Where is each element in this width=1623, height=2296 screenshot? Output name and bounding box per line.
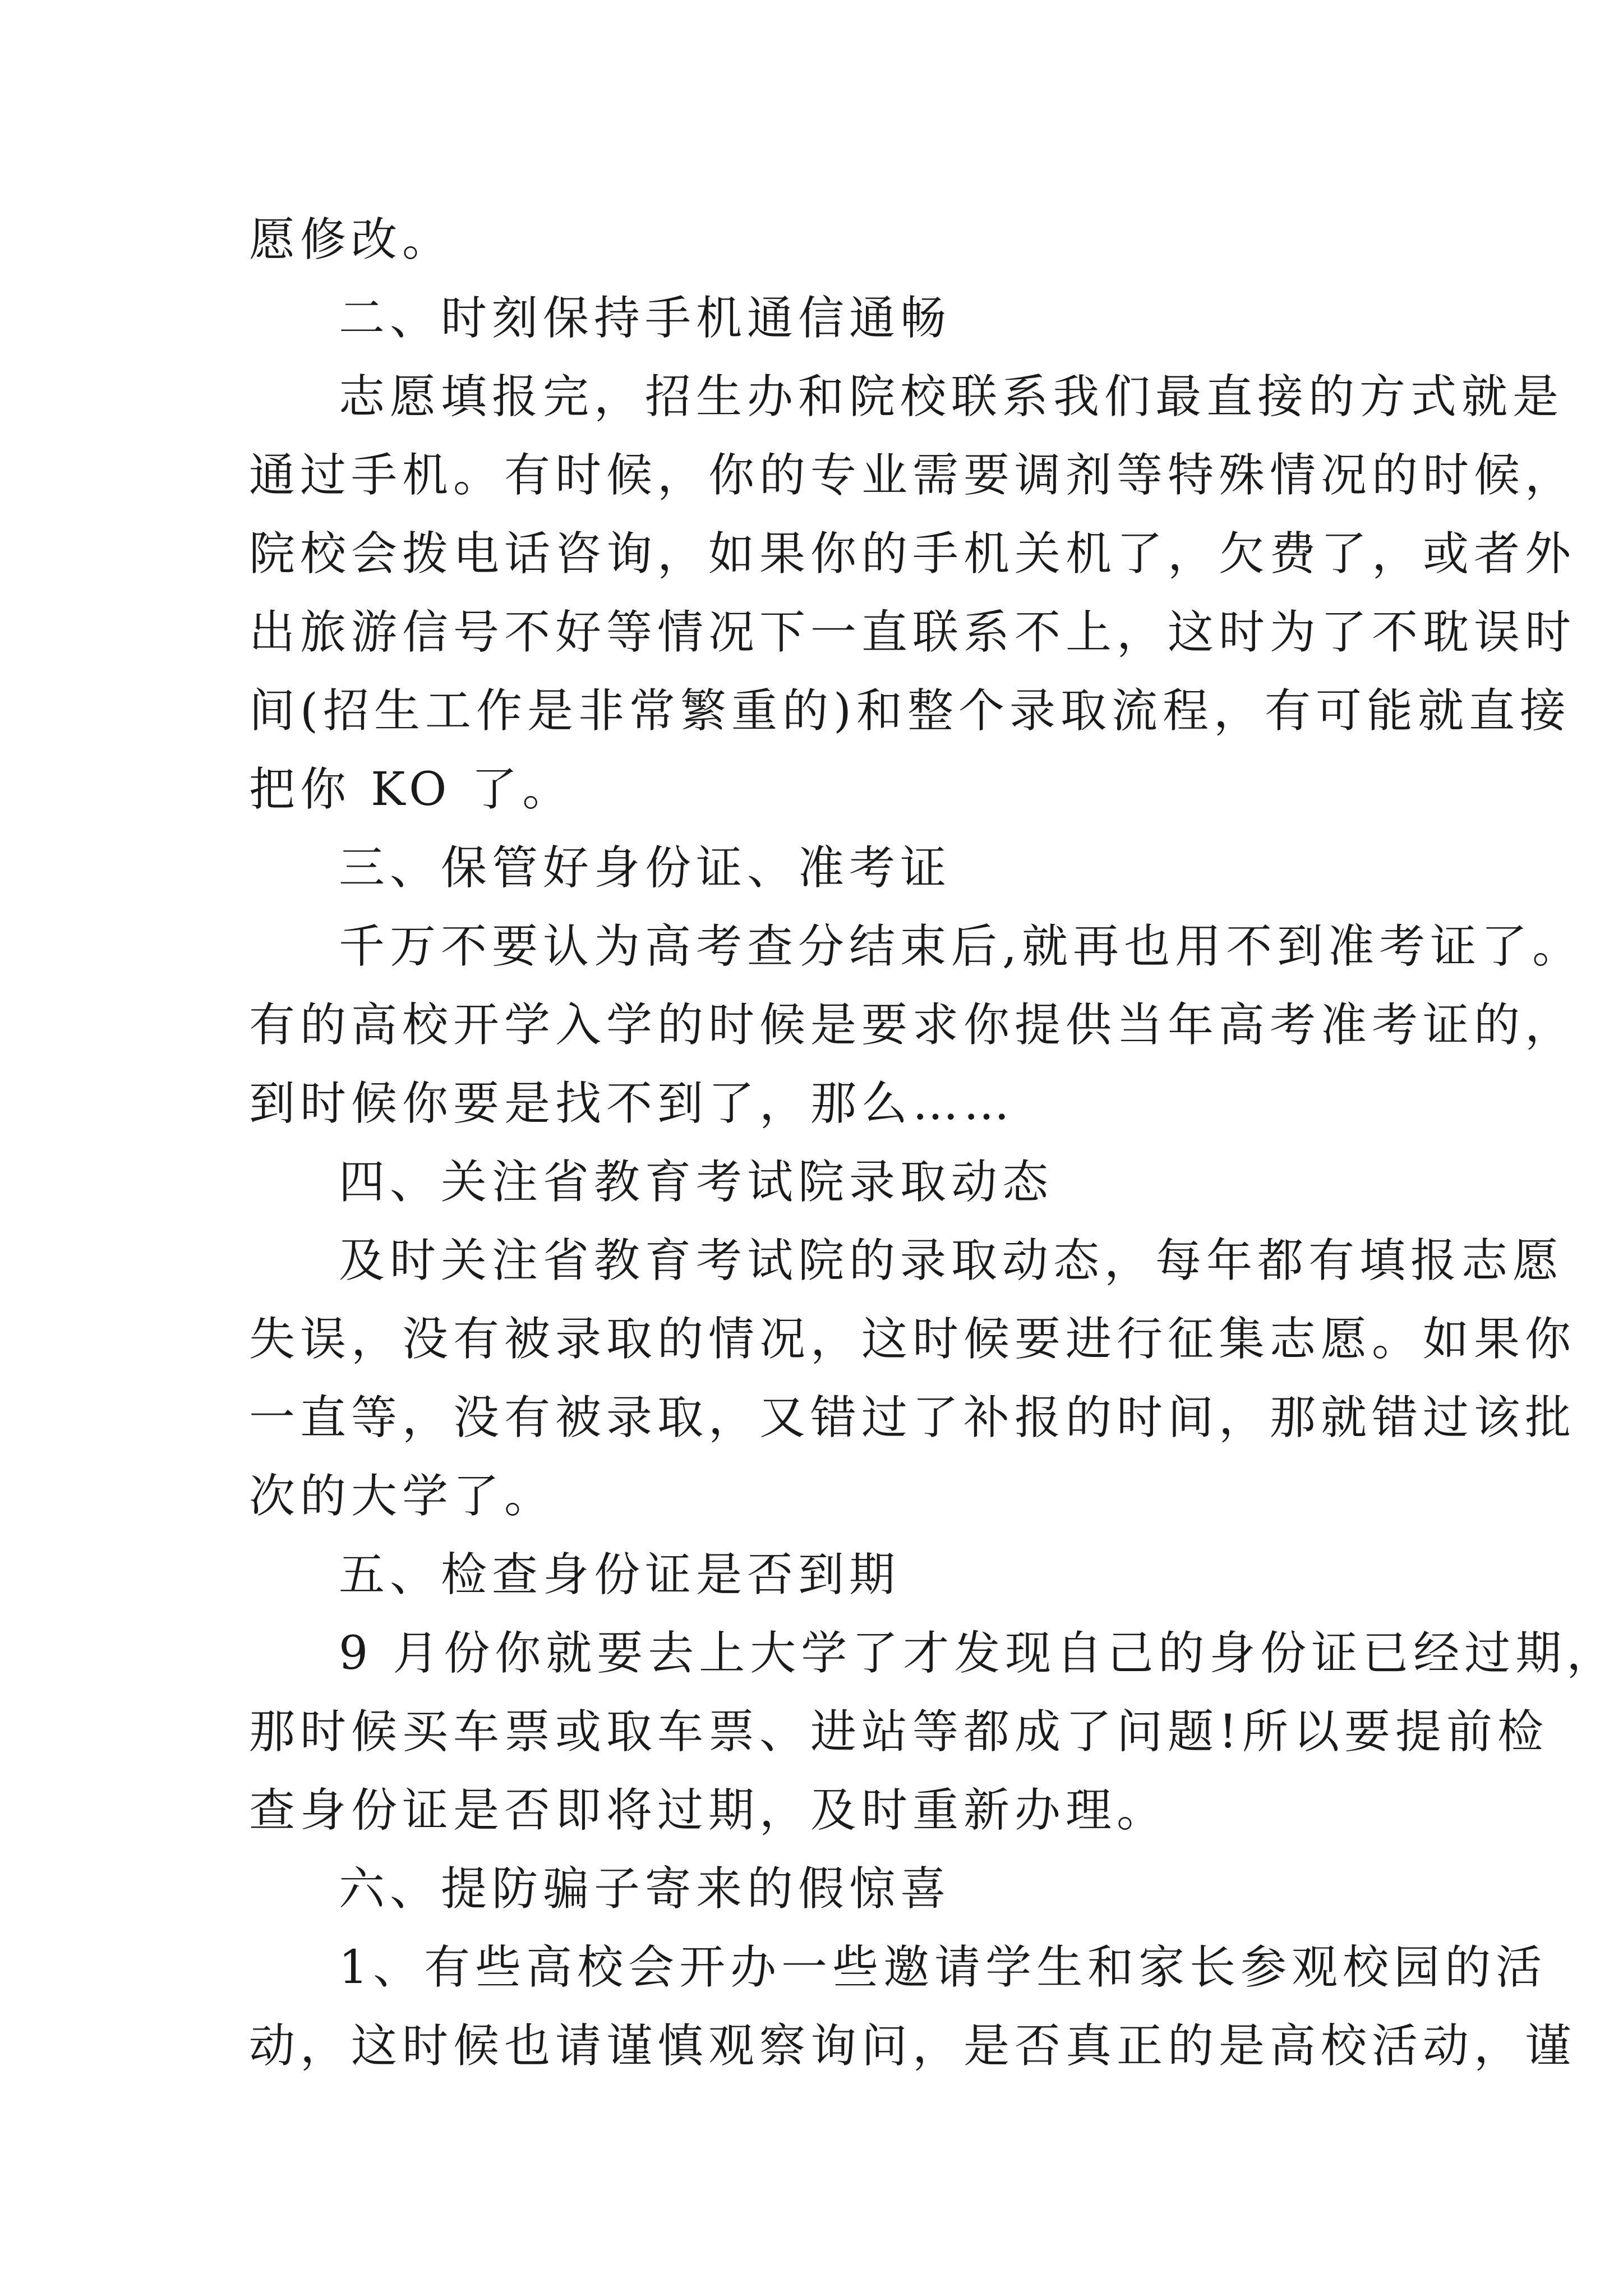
paragraph-line: 那时候买车票或取车票、进站等都成了问题!所以要提前检 [249, 1705, 1548, 1759]
paragraph-line: 院校会拨电话咨询，如果你的手机关机了，欠费了，或者外 [249, 527, 1576, 581]
paragraph-line: 把你 KO 了。 [249, 763, 574, 816]
paragraph-line: 1、有些高校会开办一些邀请学生和家长参观校园的活 [339, 1941, 1547, 1994]
paragraph-line: 动，这时候也请谨慎观察询问，是否真正的是高校活动，谨 [249, 2019, 1576, 2073]
section-heading: 四、关注省教育考试院录取动态 [339, 1156, 1054, 1209]
paragraph-line: 间(招生工作是非常繁重的)和整个录取流程，有可能就直接 [249, 684, 1571, 738]
paragraph-line: 及时关注省教育考试院的录取动态，每年都有填报志愿 [339, 1234, 1564, 1287]
section-heading: 三、保管好身份证、准考证 [339, 841, 952, 895]
section-heading: 五、检查身份证是否到期 [339, 1548, 901, 1602]
paragraph-line: 到时候你要是找不到了，那么…… [249, 1077, 1015, 1130]
paragraph-line: 失误，没有被录取的情况，这时候要进行征集志愿。如果你 [249, 1313, 1576, 1366]
paragraph-line: 次的大学了。 [249, 1470, 556, 1523]
section-heading: 二、时刻保持手机通信通畅 [339, 292, 952, 345]
paragraph-line: 志愿填报完，招生办和院校联系我们最直接的方式就是 [339, 370, 1564, 424]
paragraph-line: 有的高校开学入学的时候是要求你提供当年高考准考证的， [249, 999, 1576, 1052]
paragraph-line: 千万不要认为高考查分结束后,就再也用不到准考证了。 [339, 920, 1584, 973]
paragraph-line: 出旅游信号不好等情况下一直联系不上，这时为了不耽误时 [249, 606, 1576, 659]
paragraph-line: 一直等，没有被录取，又错过了补报的时间，那就错过该批 [249, 1391, 1576, 1444]
paragraph-line: 9 月份你就要去上大学了才发现自己的身份证已经过期， [339, 1627, 1618, 1680]
paragraph-line: 查身份证是否即将过期，及时重新办理。 [249, 1784, 1168, 1837]
section-heading: 六、提防骗子寄来的假惊喜 [339, 1862, 952, 1916]
paragraph-line: 通过手机。有时候，你的专业需要调剂等特殊情况的时候， [249, 449, 1576, 502]
paragraph-line: 愿修改。 [249, 213, 454, 266]
